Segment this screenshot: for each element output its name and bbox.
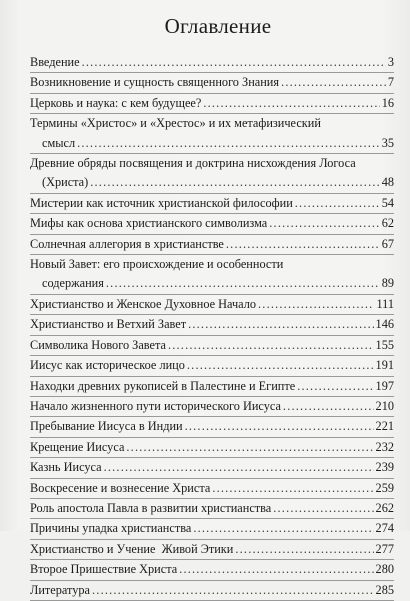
toc-entry-title: Второе Пришествие Христа: [30, 562, 178, 577]
toc-entry: [30, 94, 394, 114]
toc-entry-page: 146: [375, 317, 394, 332]
dot-leader: [82, 53, 386, 72]
toc-entry-title: Находки древних рукописей в Палестине и Египте: [30, 378, 296, 393]
dot-leader: [258, 295, 374, 314]
toc-entry: [30, 519, 394, 539]
toc-entry-title: Причины упадка христианства: [30, 521, 192, 536]
dot-leader: [203, 94, 379, 113]
toc-entry-page: 3: [387, 55, 394, 69]
dot-leader: [185, 417, 374, 436]
toc-entry: [30, 255, 394, 295]
toc-entry-page: 259: [375, 480, 394, 495]
toc-entry-page: 7: [387, 75, 394, 90]
toc-entry-title: Солнечная аллегория в христианстве: [30, 236, 224, 251]
dot-leader: [188, 315, 373, 334]
toc-entry-page: 262: [375, 500, 394, 515]
toc-entry-title: Мистерии как источник христианской философии: [30, 195, 293, 210]
dot-leader: [104, 458, 374, 477]
toc-entry-title: Возникновение и сущность священного Знания: [30, 75, 280, 90]
dot-leader: [77, 134, 380, 153]
dot-leader: [187, 356, 374, 375]
dot-leader: [193, 519, 373, 538]
dot-leader: [235, 540, 373, 559]
dot-leader: [92, 581, 374, 600]
dot-leader: [212, 479, 373, 498]
dot-leader: [269, 214, 379, 233]
toc-entry: [30, 315, 394, 335]
toc-entry-page: 191: [375, 358, 394, 373]
toc-entry: [30, 336, 394, 356]
toc-entry-page: 280: [375, 562, 394, 577]
toc-entry: [30, 540, 394, 560]
toc-entry: [30, 581, 394, 601]
toc-entry-page: 210: [375, 398, 394, 413]
dot-leader: [106, 274, 380, 293]
toc-entry: [30, 295, 394, 315]
toc-entry-title: Христианство и Женское Духовное Начало: [30, 296, 257, 311]
dot-leader: [273, 499, 373, 518]
toc-entry: [30, 235, 394, 255]
toc-entry: [30, 194, 394, 214]
page-title: Оглавление: [164, 14, 272, 38]
toc-entry-page: 232: [375, 439, 394, 454]
toc-entry: [30, 377, 394, 397]
toc-entry-title: Начало жизненного пути исторического Иисуса: [30, 398, 281, 413]
dot-leader: [168, 336, 374, 355]
toc-entry-page: 197: [375, 378, 394, 393]
toc-entry-title: Символика Нового Завета: [30, 337, 166, 352]
toc-entry-title-continuation: смысл: [42, 135, 76, 150]
toc-entry-title-continuation: (Христа): [42, 175, 89, 190]
toc-entry-page: 54: [381, 195, 394, 210]
toc-entry-title: Введение: [30, 55, 80, 69]
toc-entry-title: Пребывание Иисуса в Индии: [30, 419, 183, 434]
dot-leader: [297, 377, 373, 396]
toc-entry: [30, 53, 394, 73]
toc-entry-page: 221: [375, 419, 394, 434]
toc-entry: [30, 438, 394, 458]
toc-entry-page: 62: [381, 216, 394, 231]
toc-entry-page: 67: [381, 236, 394, 251]
toc-entry-title: Церковь и наука: с кем будущее?: [30, 95, 202, 110]
toc-entry: [30, 114, 394, 154]
toc-entry-page: 277: [375, 541, 394, 556]
toc-entry-page: 239: [375, 460, 394, 475]
toc-entry: [30, 356, 394, 376]
toc-entry: [30, 417, 394, 437]
dot-leader: [226, 235, 380, 254]
toc-entry-title-continuation: содержания: [42, 276, 104, 291]
toc-entry-title: Христианство и Учение Живой Этики: [30, 541, 234, 556]
toc-entry-title: Роль апостола Павла в развитии христианства: [30, 500, 272, 515]
toc-entry-title: Иисус как историческое лицо: [30, 358, 185, 373]
toc-entry: [30, 458, 394, 478]
toc-entry-page: 35: [381, 135, 394, 150]
toc-entry-page: 16: [381, 95, 394, 110]
toc-entry: [30, 499, 394, 519]
toc-entry-page: 285: [375, 582, 394, 597]
toc-entry: [30, 397, 394, 417]
toc-entry: [30, 73, 394, 93]
dot-leader: [283, 397, 374, 416]
toc-entry: [30, 214, 394, 234]
toc-entry: [30, 154, 394, 194]
dot-leader: [295, 194, 380, 213]
toc-entry-page: 155: [375, 337, 394, 352]
toc-entry-title: Мифы как основа христианского символизма: [30, 216, 268, 231]
toc-entry: [30, 479, 394, 499]
toc-entry-title: Литература: [30, 582, 91, 597]
toc-entry-page: 111: [376, 296, 394, 311]
toc-entry: [30, 560, 394, 580]
toc-entry-title: Новый Завет: его происхождение и особенности: [30, 257, 284, 272]
dot-leader: [281, 73, 386, 92]
toc-entry-title: Древние обряды посвящения и доктрина нисхождения Логоса: [30, 156, 356, 171]
dot-leader: [90, 173, 379, 192]
toc-entry-page: 89: [381, 276, 394, 291]
toc-entry-title: Термины «Христос» и «Хрестос» и их метафизический: [30, 116, 321, 131]
toc-entry-title: Казнь Иисуса: [30, 460, 102, 475]
toc-entry-title: Воскресение и вознесение Христа: [30, 480, 211, 495]
table-of-contents: [30, 53, 394, 601]
toc-entry-title: Крещение Иисуса: [30, 439, 125, 454]
toc-entry-title: Христианство и Ветхий Завет: [30, 317, 187, 332]
toc-entry-page: 48: [381, 175, 394, 190]
toc-entry-page: 274: [375, 521, 394, 536]
dot-leader: [179, 560, 373, 579]
dot-leader: [126, 438, 373, 457]
